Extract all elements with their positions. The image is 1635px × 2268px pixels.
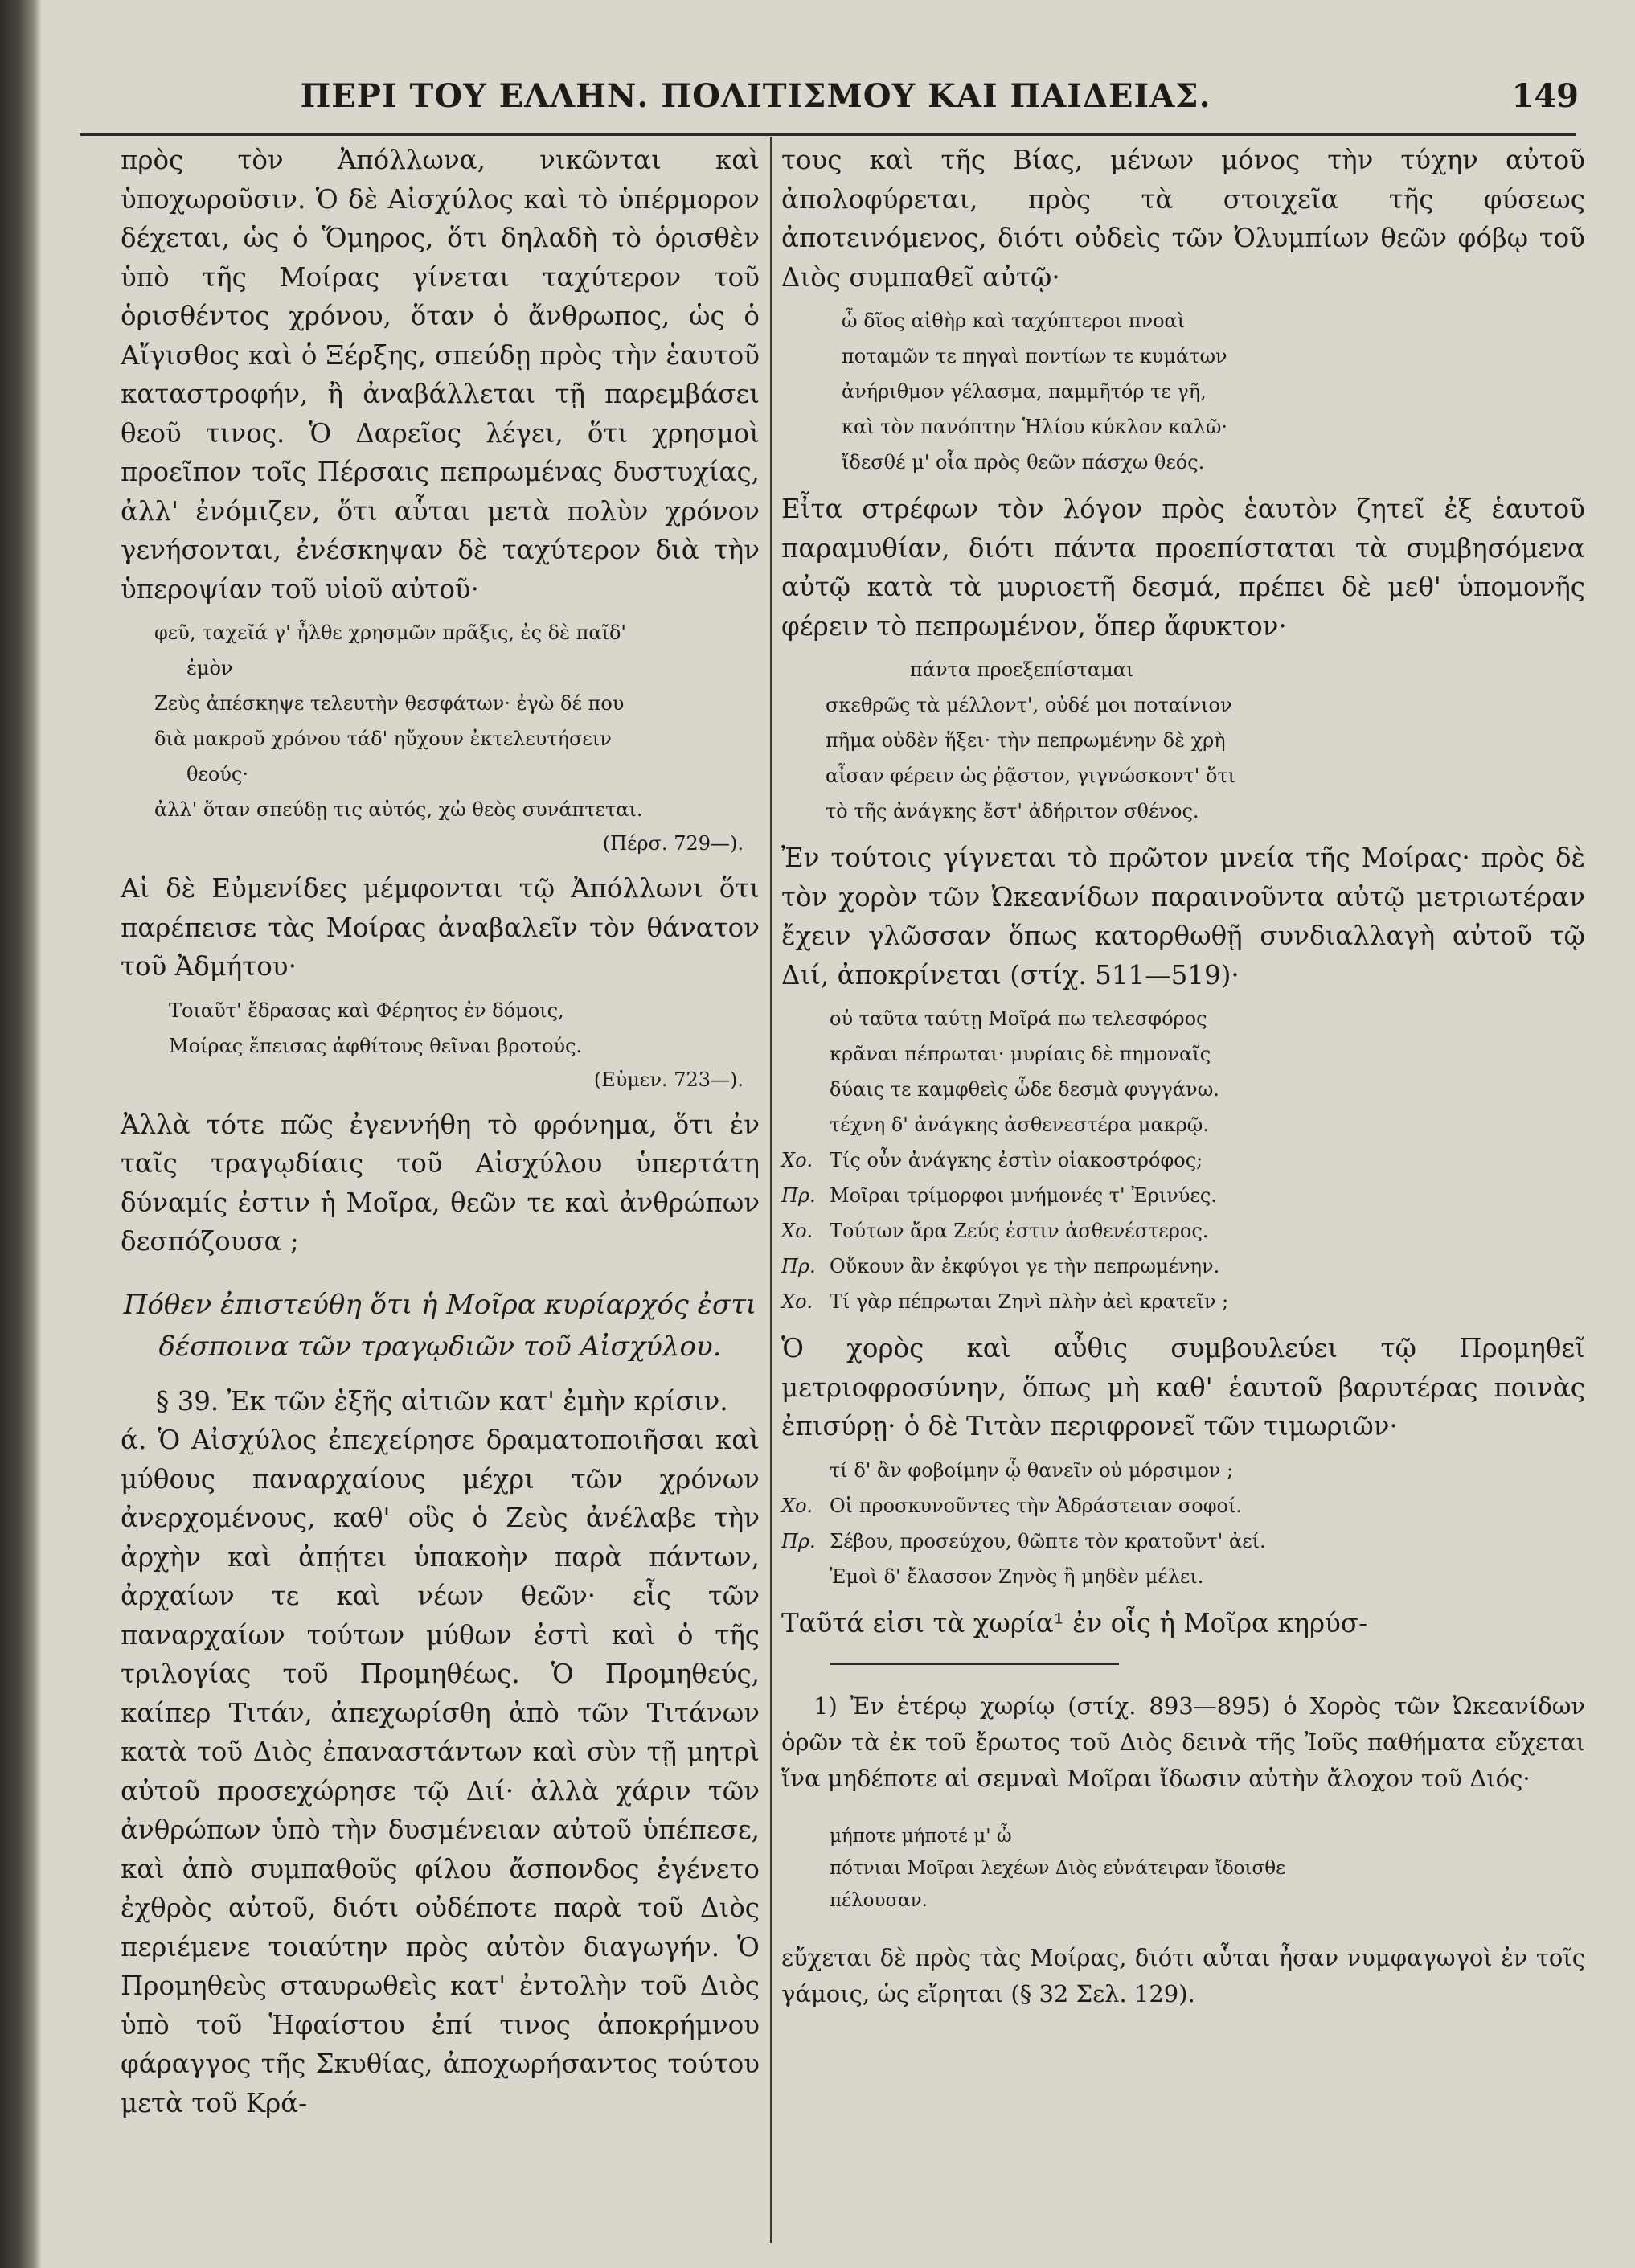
running-title: ΠΕΡΙ ΤΟΥ ΕΛΛΗΝ. ΠΟΛΙΤΙΣΜΟΥ ΚΑΙ ΠΑΙΔΕΙΑΣ.	[300, 77, 1211, 115]
speaker-label: Πρ.	[781, 1529, 816, 1552]
verse-block-prometheus-2	[826, 652, 1585, 829]
speaker-label: Χο.	[781, 1494, 813, 1517]
dialogue-text: Τούτων ἄρα Ζεύς ἐστιν ἀσθενέστερος.	[830, 1220, 1209, 1242]
dialogue-line	[781, 1453, 1585, 1488]
left-paragraph-4: ά. Ὁ Αἰσχύλος ἐπεχείρησε δραματοποιῆσαι καὶ μύθους παναρχαίους μέχρι τῶν χρόνων ἀνερχομένους, καθ' οὓς ὁ Ζεὺς ἀνέλαβε τὴν ἀρχὴν καὶ ἀπῄτει ὑπακοὴν παρὰ πάντων, ἀρχαίων τε καὶ νέων θεῶν· εἷς τῶν παναρχαίων τούτων μύθων ἐστὶ καὶ ὁ τῆς τριλογίας τοῦ Προμηθέως. Ὁ Προμηθεύς, καίπερ Τιτάν, ἀπεχωρίσθη ἀπὸ τῶν Τιτάνων κατὰ τοῦ Διὸς ἐπαναστάντων καὶ σὺν τῇ μητρὶ αὐτοῦ προσεχώρησε τῷ Διί· ἀλλὰ χάριν τῶν ἀνθρώπων ὑπὸ τὴν δυσμένειαν αὐτοῦ ὑπέπεσε, καὶ ἀπὸ συμπαθοῦς φίλου ἄσπονδος ἐγένετο ἐχθρὸς αὐτοῦ, διότι οὐδέποτε παρὰ τοῦ Διὸς περιέμενε τοιαύτην πρὸς αὐτὸν διαγωγήν. Ὁ Προμηθεὺς σταυρωθεὶς κατ' ἐντολὴν τοῦ Διὸς ὑπὸ τοῦ Ἡφαίστου ἐπί τινος ἀποκρήμνου φάραγγος τῆς Σκυθίας, ἀποχωρήσαντος τούτου μετὰ τοῦ Κρά-	[121, 1425, 760, 2118]
dialogue-line	[781, 1072, 1585, 1107]
verse-citation: (Πέρσ. 729—).	[602, 832, 744, 855]
right-paragraph-4: Ὁ χορὸς καὶ αὖθις συμβουλεύει τῷ Προμηθεῖ μετριοφροσύνην, ὅπως μὴ καθ' ἑαυτοῦ βαρυτέρας ποινὰς ἐπισύρῃ· ὁ δὲ Τιτὰν περιφρονεῖ τῶν τιμωριῶν·	[781, 1333, 1585, 1442]
verse-line: ὦ δῖος αἰθὴρ καὶ ταχύπτεροι πνοαὶ	[842, 310, 1186, 332]
verse-line: μήποτε μήποτέ μ' ὦ	[830, 1826, 1012, 1847]
left-paragraph-2: Αἱ δὲ Εὐμενίδες μέμφονται τῷ Ἀπόλλωνι ὅτι παρέπεισε τὰς Μοίρας ἀναβαλεῖν τὸν θάνατον τοῦ Ἀδμήτου·	[121, 873, 760, 982]
verse-line: ποταμῶν τε πηγαὶ ποντίων τε κυμάτων	[842, 345, 1227, 367]
footnote-end: εὔχεται δὲ πρὸς τὰς Μοίρας, διότι αὗται ἦσαν νυμφαγωγοὶ ἐν τοῖς γάμοις, ὡς εἴρηται (§ 32 Σελ. 129).	[781, 1944, 1585, 2008]
dialogue-text: τέχνη δ' ἀνάγκης ἀσθενεστέρα μακρῷ.	[830, 1113, 1209, 1136]
dialogue-text: Οἱ προσκυνοῦντες τὴν Ἀδράστειαν σοφοί.	[830, 1494, 1243, 1517]
section-intro: § 39. Ἐκ τῶν ἑξῆς αἰτιῶν κατ' ἐμὴν κρίσιν.	[156, 1385, 728, 1417]
right-paragraph-3: Ἐν τούτοις γίγνεται τὸ πρῶτον μνεία τῆς Μοίρας· πρὸς δὲ τὸν χορὸν τῶν Ὠκεανίδων παραινοῦντα αὐτῷ μετριωτέραν ἔχειν γλῶσσαν ὅπως κατορθωθῇ συνδιαλλαγὴ αὐτοῦ τῷ Διί, ἀποκρίνεται (στίχ. 511—519)·	[781, 843, 1585, 990]
verse-block-eumenides	[169, 993, 760, 1096]
header-rule	[80, 133, 1576, 136]
right-paragraph-5: Ταῦτά εἰσι τὰ χωρία¹ ἐν οἷς ἡ Μοῖρα κηρύσ-	[781, 1607, 1368, 1638]
right-paragraph-2: Εἶτα στρέφων τὸν λόγον πρὸς ἑαυτὸν ζητεῖ ἐξ ἑαυτοῦ παραμυθίαν, διότι πάντα προεπίσταται τὰ συμβησόμενα αὐτῷ κατὰ τὰ μυριοετῆ δεσμά, πρέπει δὲ μεθ' ὑπομονῆς φέρειν τὸ πεπρωμένον, ὅπερ ἄφυκτον·	[781, 494, 1585, 642]
speaker-label: Πρ.	[781, 1184, 816, 1207]
verse-line: ἀνήριθμον γέλασμα, παμμῆτόρ τε γῆ,	[842, 380, 1207, 403]
dialogue-text: Μοῖραι τρίμορφοι μνήμονές τ' Ἐρινύες.	[830, 1184, 1217, 1207]
dialogue-line	[781, 1249, 1585, 1284]
left-column	[121, 141, 760, 2122]
dialogue-line	[781, 1001, 1585, 1036]
dialogue-line	[781, 1213, 1585, 1249]
footnote-verse	[830, 1820, 1585, 1917]
verse-line: φεῦ, ταχεῖά γ' ἦλθε χρησμῶν πρᾶξις, ἐς δὲ παῖδ'	[154, 621, 627, 644]
page-number: 149	[1511, 77, 1579, 115]
right-column	[781, 141, 1585, 2036]
footnote-text: 1) Ἐν ἑτέρῳ χωρίῳ (στίχ. 893—895) ὁ Χορὸς τῶν Ὠκεανίδων ὁρῶν τὰ ἐκ τοῦ ἔρωτος τοῦ Διὸς δεινὰ τῆς Ἰοῦς παθήματα εὔχεται ἵνα μηδέποτε αἱ σεμναὶ Μοῖραι ἴδωσιν αὐτὴν ἄλοχον τοῦ Διός·	[781, 1692, 1585, 1792]
verse-line: πῆμα οὐδὲν ἥξει· τὴν πεπρωμένην δὲ χρὴ	[826, 729, 1226, 752]
verse-line: ἴδεσθέ μ' οἷα πρὸς θεῶν πάσχω θεός.	[842, 451, 1205, 474]
verse-line: ἀλλ' ὅταν σπεύδῃ τις αὐτός, χὠ θεὸς συνάπτεται.	[154, 798, 643, 821]
footnote-rule	[830, 1663, 1119, 1665]
dialogue-text: δύαις τε καμφθεὶς ὧδε δεσμὰ φυγγάνω.	[830, 1078, 1219, 1101]
verse-line: θεούς·	[186, 763, 248, 785]
dialogue-text: Τίς οὖν ἀνάγκης ἐστὶν οἰακοστρόφος;	[830, 1149, 1203, 1171]
dialogue-text: Οὔκουν ἂν ἐκφύγοι γε τὴν πεπρωμένην.	[830, 1255, 1220, 1278]
verse-block-prometheus-1	[842, 303, 1585, 480]
speaker-label: Χο.	[781, 1149, 813, 1171]
dialogue-text: Ἐμοὶ δ' ἔλασσον Ζηνὸς ἢ μηδὲν μέλει.	[830, 1565, 1204, 1588]
verse-line: πότνιαι Μοῖραι λεχέων Διὸς εὐνάτειραν ἴδοισθε	[830, 1858, 1286, 1879]
verse-line: πέλουσαν.	[830, 1890, 928, 1911]
dialogue-block-2	[781, 1453, 1585, 1594]
speaker-label: Χο.	[781, 1220, 813, 1242]
verse-line: Τοιαῦτ' ἔδρασας καὶ Φέρητος ἐν δόμοις,	[169, 999, 564, 1022]
dialogue-text: Σέβου, προσεύχου, θῶπτε τὸν κρατοῦντ' ἀεί.	[830, 1529, 1266, 1552]
dialogue-line	[781, 1142, 1585, 1178]
speaker-label: Πρ.	[781, 1255, 816, 1278]
verse-line: τὸ τῆς ἀνάγκης ἔστ' ἀδήριτον σθένος.	[826, 800, 1199, 822]
speaker-label: Χο.	[781, 1290, 813, 1313]
dialogue-block-1	[781, 1001, 1585, 1319]
dialogue-line	[781, 1524, 1585, 1559]
dialogue-line	[781, 1178, 1585, 1213]
verse-citation: (Εὐμεν. 723—).	[593, 1068, 744, 1091]
verse-line: Ζεὺς ἀπέσκηψε τελευτὴν θεσφάτων· ἐγὼ δέ που	[154, 692, 625, 715]
verse-line: ἐμὸν	[186, 657, 233, 679]
dialogue-line	[781, 1036, 1585, 1072]
section-heading: Πόθεν ἐπιστεύθη ὅτι ἡ Μοῖρα κυρίαρχός ἐστι δέσποινα τῶν τραγῳδιῶν τοῦ Αἰσχύλου.	[123, 1288, 757, 1363]
verse-line: πάντα προεξεπίσταμαι	[910, 658, 1134, 681]
verse-line: αἶσαν φέρειν ὡς ῥᾷστον, γιγνώσκοντ' ὅτι	[826, 765, 1236, 787]
dialogue-text: τί δ' ἂν φοβοίμην ᾧ θανεῖν οὐ μόρσιμον ;	[830, 1458, 1234, 1482]
dialogue-line	[781, 1107, 1585, 1142]
left-paragraph-3: Ἀλλὰ τότε πῶς ἐγεννήθη τὸ φρόνημα, ὅτι ἐν ταῖς τραγῳδίαις τοῦ Αἰσχύλου ὑπερτάτη δύναμίς ἐστιν ἡ Μοῖρα, θεῶν τε καὶ ἀνθρώπων δεσπόζουσα ;	[121, 1109, 760, 1257]
right-paragraph-1: τους καὶ τῆς Βίας, μένων μόνος τὴν τύχην αὐτοῦ ἀπολοφύρεται, πρὸς τὰ στοιχεῖα τῆς φύσεως ἀποτεινόμενος, διότι οὐδεὶς τῶν Ὀλυμπίων θεῶν φόβῳ τοῦ Διὸς συμπαθεῖ αὐτῷ·	[781, 145, 1585, 293]
verse-line: διὰ μακροῦ χρόνου τάδ' ηὔχουν ἐκτελευτήσειν	[154, 728, 612, 750]
dialogue-text: οὐ ταῦτα ταύτῃ Μοῖρά πω τελεσφόρος	[830, 1007, 1207, 1030]
dialogue-line	[781, 1559, 1585, 1594]
verse-line: καὶ τὸν πανόπτην Ἡλίου κύκλον καλῶ·	[842, 416, 1228, 438]
verse-block-persae	[154, 615, 760, 859]
column-divider	[770, 137, 772, 2243]
dialogue-text: Τί γὰρ πέπρωται Ζηνὶ πλὴν ἀεὶ κρατεῖν ;	[830, 1290, 1229, 1313]
verse-line: Μοίρας ἔπεισας ἀφθίτους θεῖναι βροτούς.	[169, 1034, 583, 1057]
verse-line: σκεθρῶς τὰ μέλλοντ', οὐδέ μοι ποταίνιον	[826, 694, 1232, 716]
dialogue-line	[781, 1488, 1585, 1524]
dialogue-text: κρᾶναι πέπρωται· μυρίαις δὲ πημοναῖς	[830, 1043, 1211, 1065]
left-paragraph-1: πρὸς τὸν Ἀπόλλωνα, νικῶνται καὶ ὑποχωροῦσιν. Ὁ δὲ Αἰσχύλος καὶ τὸ ὑπέρμορον δέχεται, ὡς ὁ Ὅμηρος, ὅτι δηλαδὴ τὸ ὁρισθὲν ὑπὸ τῆς Μοίρας γίνεται ταχύτερον τοῦ ὁρισθέντος χρόνου, ὅταν ὁ ἄνθρωπος, ὡς ὁ Αἴγισθος καὶ ὁ Ξέρξης, σπεύδῃ πρὸς τὴν ἑαυτοῦ καταστροφήν, ἢ ἀναβάλλεται τῇ παρεμβάσει θεοῦ τινος. Ὁ Δαρεῖος λέγει, ὅτι χρησμοὶ προεῖπον τοῖς Πέρσαις πεπρωμένας δυστυχίας, ἀλλ' ἐνόμιζεν, ὅτι αὗται μετὰ πολὺν χρόνον γενήσονται, ἐνέσκηψαν δὲ ταχύτερον διὰ τὴν ὑπεροψίαν τοῦ υἱοῦ αὐτοῦ·	[121, 145, 760, 605]
book-spine-shadow	[0, 0, 42, 2268]
dialogue-line	[781, 1284, 1585, 1319]
